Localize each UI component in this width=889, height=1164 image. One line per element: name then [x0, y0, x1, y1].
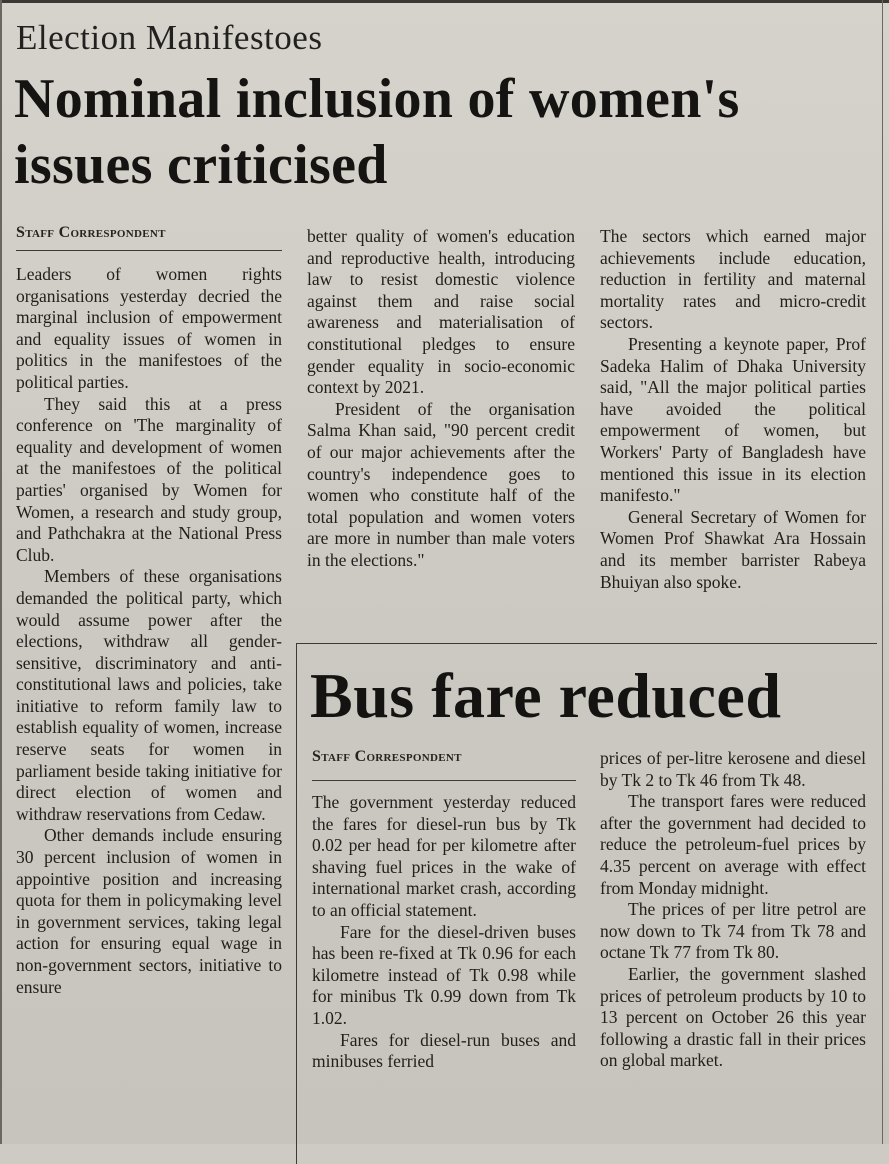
bus-fare-headline: Bus fare reduced — [310, 660, 782, 731]
article-column-1 — [16, 264, 282, 1134]
section-kicker: Election Manifestoes — [16, 18, 323, 57]
left-rule — [0, 0, 2, 1144]
paragraph: Fare for the diesel-driven buses has been re-fixed at Tk 0.96 for each kilometre instead of Tk 0.98 while for minibus Tk 0.99 down from Tk 1.02. — [312, 921, 576, 1028]
paragraph: Earlier, the government slashed prices of petroleum products by 10 to 13 percent on October 26 this year following a drastic fall in their prices on global market. — [600, 963, 866, 1071]
byline-rule — [16, 250, 282, 251]
paragraph: Members of these organisations demanded the political party, which would assume power after the elections, withdraw all gender-sensitive, discriminatory and anti-constitutional laws and policies, take initiative to reform family law to establish equality of women, increase reserve seats for women in parliament beside taking initiative for direct election of women and withdraw reservations from Cedaw. — [16, 566, 282, 824]
paragraph: They said this at a press conference on 'The marginality of equality and development of women at the manifestoes of the political parties' organised by Women for Women, a research and study group, and Pathchakra at the National Press Club. — [16, 393, 282, 565]
right-rule — [882, 0, 883, 1144]
bus-fare-column-1 — [312, 792, 576, 1144]
paragraph: Presenting a keynote paper, Prof Sadeka Halim of Dhaka University said, "All the major political parties have avoided the political empowerment of women, but Workers' Party of Bangladesh have mentioned this issue in its election manifesto." — [600, 333, 866, 506]
article-column-3 — [600, 226, 866, 636]
top-rule — [0, 0, 889, 3]
paragraph: President of the organisation Salma Khan said, "90 percent credit of our major achievements after the country's independence goes to women who constitute half of the total population and women voters are more in number than male voters in the elections." — [307, 398, 575, 570]
bus-fare-byline: Staff Correspondent — [312, 748, 462, 765]
paragraph: prices of per-litre kerosene and diesel by Tk 2 to Tk 46 from Tk 48. — [600, 748, 866, 790]
paragraph: The prices of per litre petrol are now down to Tk 74 from Tk 78 and octane Tk 77 from Tk 80. — [600, 899, 866, 963]
paragraph: The transport fares were reduced after the government had decided to reduce the petroleum-fuel prices by 4.35 percent on average with effect from Monday midnight. — [600, 791, 866, 898]
paragraph: The sectors which earned major achievements include education, reduction in fertility and maternal mortality rates and micro-credit sectors. — [600, 226, 866, 333]
byline: Staff Correspondent — [16, 224, 166, 241]
paragraph: Fares for diesel-run buses and minibuses ferried — [312, 1029, 576, 1072]
byline-rule — [312, 780, 576, 781]
paragraph: The government yesterday reduced the fares for diesel-run bus by Tk 0.02 per head for per kilometre after shaving fuel prices in the wake of international market crash, according to an official statement. — [312, 792, 576, 920]
paragraph: General Secretary of Women for Women Prof Shawkat Ara Hossain and its member barrister Rabeya Bhuiyan also spoke. — [600, 506, 866, 592]
bus-fare-column-2 — [600, 748, 866, 1144]
paragraph: Other demands include ensuring 30 percent inclusion of women in appointive position and increasing quota for them in policymaking level in government services, taking legal action for ensuring equal wage in non-government sectors, initiative to ensure — [16, 825, 282, 997]
paragraph: better quality of women's education and reproductive health, introducing law to resist domestic violence against them and raise social awareness and materialisation of constitutional pledges to ensure gender equality in socio-economic context by 2021. — [307, 226, 575, 398]
paragraph: Leaders of women rights organisations yesterday decried the marginal inclusion of empowerment and equality issues of women in politics in the manifestoes of the political parties. — [16, 264, 282, 392]
article-headline: Nominal inclusion of women's issues criticised — [14, 68, 740, 196]
article-column-2 — [307, 226, 575, 636]
